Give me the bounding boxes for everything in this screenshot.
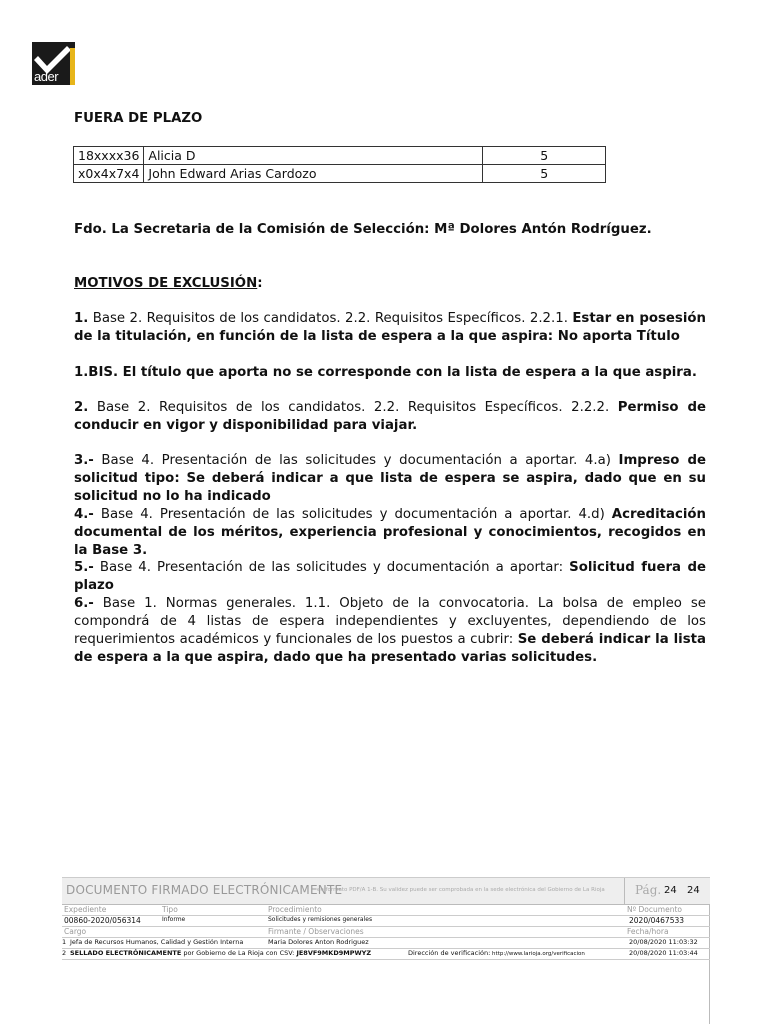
label-expediente: Expediente: [64, 905, 107, 914]
candidates-table: [73, 146, 606, 183]
motivo-number: 4.-: [74, 507, 94, 522]
motivos-colon: :: [257, 276, 263, 291]
page-indicator: [624, 878, 710, 904]
signature-line: Fdo. La Secretaria de la Comisión de Selección: Mª Dolores Antón Rodríguez.: [74, 222, 652, 237]
seal-label: SELLADO ELECTRÓNICAMENTE: [70, 949, 182, 957]
signer-fecha: 20/08/2020 11:03:32: [629, 938, 698, 946]
expediente-value: 00860-2020/056314: [64, 916, 141, 925]
procedimiento-value: Solicitudes y remisiones generales: [268, 916, 373, 923]
footer-labels-row-2: [62, 927, 710, 938]
motivo-number: 1.: [74, 311, 89, 326]
motivos-heading: [74, 275, 706, 293]
footer-values-row: [62, 916, 710, 927]
motivo-emphasis: Solicitud fuera de plazo: [74, 560, 707, 593]
motivo-emphasis: Permiso de conducir en vigor y disponibilidad para viajar.: [74, 400, 706, 433]
label-n-documento: Nº Documento: [627, 905, 682, 914]
page-total: 24: [687, 885, 700, 896]
motivo-number: 1.BIS.: [74, 365, 119, 380]
motivo-emphasis: Se deberá indicar la lista de espera a la que aspira, dado que ha presentado varias solicitudes.: [74, 632, 706, 665]
motivo-emphasis: Acreditación documental de los méritos, experiencia profesional y conocimientos, recogidos en la Base 3.: [74, 507, 706, 558]
seal-text: por Gobierno de La Rioja con CSV:: [181, 949, 297, 957]
label-fecha: Fecha/hora: [627, 927, 669, 936]
label-procedimiento: Procedimiento: [268, 905, 322, 914]
motivo-5: [74, 559, 706, 595]
motivo-1bis: [74, 364, 706, 382]
label-cargo: Cargo: [64, 927, 87, 936]
page-number: 24: [664, 885, 677, 896]
motivo-number: 5.-: [74, 560, 94, 575]
signature-footer: [62, 877, 710, 960]
signer-firmante: Maria Dolores Anton Rodriguez: [268, 938, 369, 946]
signer-index: 1: [62, 938, 67, 946]
verification-label: Dirección de verificación:: [408, 949, 491, 957]
candidate-value: 5: [483, 165, 606, 183]
signer-row: [62, 938, 710, 949]
candidate-value: 5: [483, 147, 606, 165]
motivos-title: MOTIVOS DE EXCLUSIÓN: [74, 276, 258, 291]
footer-note: en formato PDF/A 1-B. Su validez puede ser comprobada en la sede electrónica del Gobierno de La Rioja: [317, 887, 605, 893]
footer-title: DOCUMENTO FIRMADO ELECTRÓNICAMENTE: [66, 883, 343, 897]
motivo-text: Base 2. Requisitos de los candidatos. 2.2. Requisitos Específicos. 2.2.1.: [88, 311, 573, 326]
verification-url[interactable]: http://www.larioja.org/verificacion: [490, 951, 585, 957]
motivo-6: [74, 595, 706, 667]
signer-row: [62, 949, 710, 960]
motivo-emphasis: Impreso de solicitud tipo: Se deberá indicar a que lista de espera se aspira, dado que en su solicitud no lo ha indicado: [74, 453, 706, 504]
signer-index: 2: [62, 949, 67, 957]
verification: [408, 949, 585, 957]
motivo-3: [74, 452, 706, 506]
motivo-4: [74, 506, 706, 560]
logo-accent: [70, 48, 75, 85]
motivo-1: [74, 310, 706, 346]
signer-fecha: 20/08/2020 11:03:44: [629, 949, 698, 957]
motivo-text: Base 4. Presentación de las solicitudes y documentación a aportar. 4.a): [93, 453, 619, 468]
tipo-value: Informe: [162, 916, 186, 923]
logo-text: ader: [34, 69, 59, 84]
motivo-text: Base 4. Presentación de las solicitudes y documentación a aportar. 4.d): [93, 507, 612, 522]
motivo-number: 6.-: [74, 596, 94, 611]
motivo-2: [74, 399, 706, 435]
signer-cargo: Jefa de Recursos Humanos, Calidad y Gestión Interna: [70, 938, 244, 946]
table-row: [74, 165, 606, 183]
candidate-name: John Edward Arias Cardozo: [144, 165, 483, 183]
candidate-id: 18xxxx36: [74, 147, 144, 165]
footer-band: [62, 877, 710, 905]
label-firmante: Firmante / Observaciones: [268, 927, 364, 936]
page-label: Pág.: [635, 883, 662, 897]
table-row: [74, 147, 606, 165]
ader-logo: [32, 42, 75, 85]
section-heading: FUERA DE PLAZO: [74, 111, 203, 126]
seal-line: [70, 949, 371, 957]
motivo-text: Base 1. Normas generales. 1.1. Objeto de la convocatoria. La bolsa de empleo se compondrá de 4 listas de espera independientes y excluyentes, dependiendo de los requerimientos académicos y funcionales de los puestos a cubrir:: [74, 596, 706, 647]
footer-labels-row: [62, 905, 710, 916]
csv-code: JE8VF9MKD9MPWYZ: [296, 949, 372, 957]
n-documento-value: 2020/0467533: [629, 916, 685, 925]
candidate-name: Alicia D: [144, 147, 483, 165]
motivo-number: 3.-: [74, 453, 94, 468]
motivo-number: 2.: [74, 400, 89, 415]
candidate-id: x0x4x7x4: [74, 165, 144, 183]
motivo-text: Base 4. Presentación de las solicitudes y documentación a aportar:: [93, 560, 570, 575]
label-tipo: Tipo: [162, 905, 178, 914]
motivo-emphasis: Estar en posesión de la titulación, en función de la lista de espera a la que aspira: No aporta Título: [74, 311, 706, 344]
motivo-emphasis: El título que aporta no se corresponde con la lista de espera a la que aspira.: [118, 365, 697, 380]
motivo-text: Base 2. Requisitos de los candidatos. 2.2. Requisitos Específicos. 2.2.2.: [88, 400, 618, 415]
